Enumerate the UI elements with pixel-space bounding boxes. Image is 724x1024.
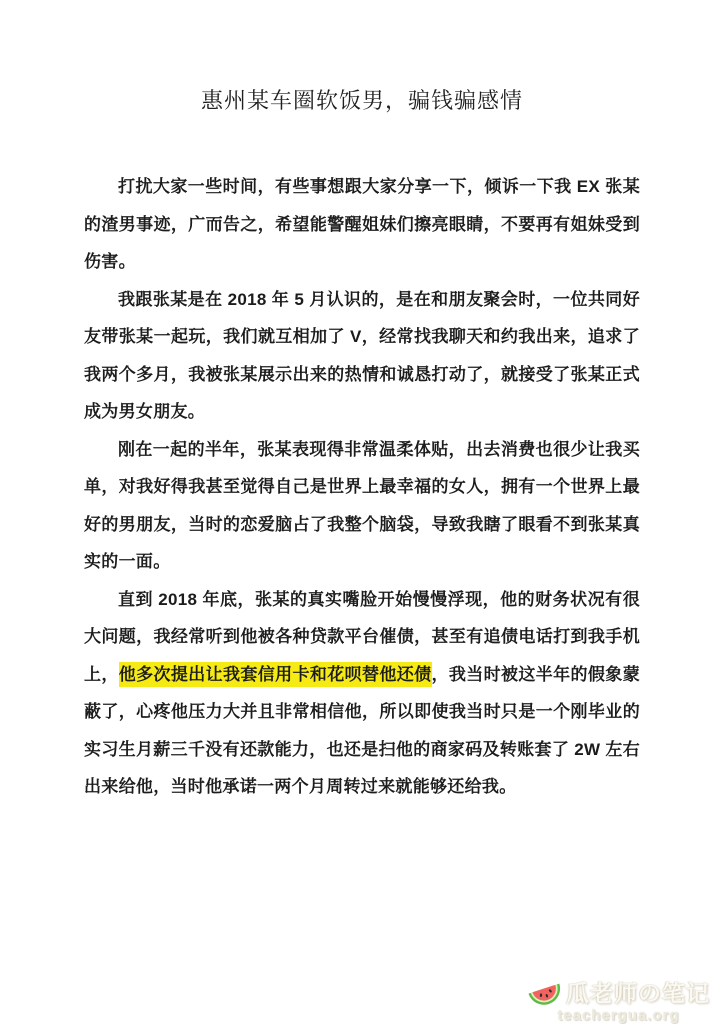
paragraph	[84, 581, 640, 806]
paragraph	[84, 168, 640, 281]
watermark-brand: 瓜老师の笔记	[566, 980, 710, 1006]
article-body	[84, 168, 640, 806]
text-segment: 刚在一起的半年，张某表现得非常温柔体贴，出去消费也很少让我买单，对我好得我甚至觉得自己是世界上最幸福的女人，拥有一个世界上最好的男朋友，当时的恋爱脑占了我整个脑袋，导致我瞎了眼看不到张某真实的一面。	[84, 439, 640, 571]
watermark-url: teachergua.org	[557, 1007, 680, 1024]
paragraph	[84, 431, 640, 581]
text-segment: ，我当时被这半年的假象蒙蔽了，心疼他压力大并且非常相信他，所以即使我当时只是一个刚毕业的实习生月薪三千没有还款能力，也还是扫他的商家码及转账套了 2W 左右出来给他，当时他承诺一两个月周转过来就能够还给我。	[84, 664, 640, 796]
watermark-row	[527, 975, 710, 1008]
text-segment: 我跟张某是在 2018 年 5 月认识的，是在和朋友聚会时，一位共同好友带张某一起玩，我们就互相加了 V，经常找我聊天和约我出来，追求了我两个多月，我被张某展示出来的热情和诚恳打动了，就接受了张某正式成为男女朋友。	[84, 289, 640, 421]
watermelon-icon	[527, 976, 563, 1008]
watermark	[527, 975, 710, 1024]
paragraph	[84, 281, 640, 431]
text-segment: 打扰大家一些时间，有些事想跟大家分享一下，倾诉一下我 EX 张某的渣男事迹，广而告之，希望能警醒姐妹们擦亮眼睛，不要再有姐妹受到伤害。	[84, 177, 640, 271]
highlighted-text: 他多次提出让我套信用卡和花呗替他还债	[119, 662, 432, 687]
text-segment: 直到 2018 年底，张某的真实嘴脸开始慢慢浮现，他的财务状况有很大问题，我经常听到他被各种贷款平台催债，甚至有追债电话打到我手机上，	[84, 589, 640, 684]
page-title: 惠州某车圈软饭男，骗钱骗感情	[200, 88, 523, 113]
